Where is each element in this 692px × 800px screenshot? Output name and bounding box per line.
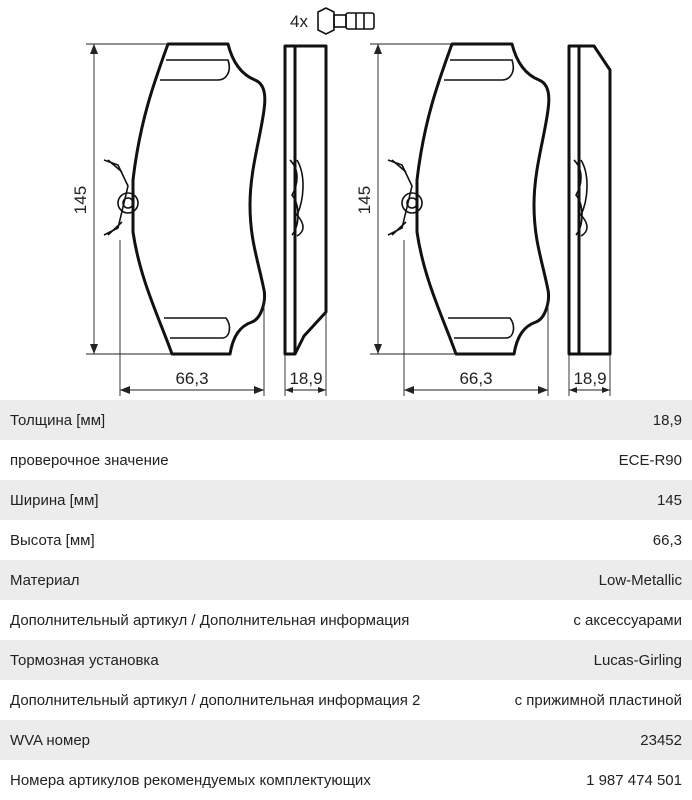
rear-brake-pad-face [388, 44, 549, 354]
spec-value: Low-Metallic [598, 571, 682, 589]
spec-label: Ширина [мм] [10, 491, 99, 509]
spec-value: 145 [656, 491, 682, 509]
spec-label: Толщина [мм] [10, 411, 106, 429]
accessory-count-label: 4x [290, 12, 308, 31]
spec-value: 1 987 474 501 [586, 771, 682, 789]
spec-row-additional-info-2 [0, 680, 692, 720]
rear-height-label: 145 [355, 185, 374, 215]
front-dimensions [71, 44, 326, 396]
rear-width-label: 66,3 [459, 369, 493, 388]
spec-row-material [0, 560, 692, 600]
spec-row-additional-info [0, 600, 692, 640]
spec-value: с прижимной пластиной [514, 691, 682, 709]
rear-dimensions [355, 44, 610, 396]
spec-row-height [0, 520, 692, 560]
front-brake-pad-face [104, 44, 265, 354]
spec-row-brake-system [0, 640, 692, 680]
rear-brake-pad-side [569, 46, 610, 354]
front-height-label: 145 [71, 185, 90, 215]
specifications-table [0, 400, 692, 800]
spec-value: 23452 [640, 731, 682, 749]
spec-row-test-mark [0, 440, 692, 480]
spec-row-recommended-parts [0, 760, 692, 800]
spec-row-wva-number [0, 720, 692, 760]
bolt-accessory [290, 8, 374, 34]
spec-value: 18,9 [652, 411, 682, 429]
spec-value: ECE-R90 [618, 451, 682, 469]
spec-label: Высота [мм] [10, 531, 95, 549]
spec-row-width [0, 480, 692, 520]
spec-value: Lucas-Girling [593, 651, 682, 669]
spec-label: WVA номер [10, 731, 91, 749]
front-brake-pad-side [285, 46, 326, 354]
spec-label: Номера артикулов рекомендуемых комплектующих [10, 771, 371, 789]
front-thickness-label: 18,9 [289, 369, 323, 388]
spec-label: Материал [10, 571, 80, 589]
spec-row-thickness [0, 400, 692, 440]
spec-label: Тормозная установка [10, 651, 159, 669]
spec-value: 66,3 [652, 531, 682, 549]
front-width-label: 66,3 [175, 369, 209, 388]
spec-label: Дополнительный артикул / Дополнительная информация [10, 611, 410, 629]
spec-value: с аксессуарами [573, 611, 682, 629]
spec-label: Дополнительный артикул / дополнительная информация 2 [10, 691, 421, 709]
spec-label: проверочное значение [10, 451, 169, 469]
rear-thickness-label: 18,9 [573, 369, 607, 388]
bolt-icon [318, 8, 374, 34]
